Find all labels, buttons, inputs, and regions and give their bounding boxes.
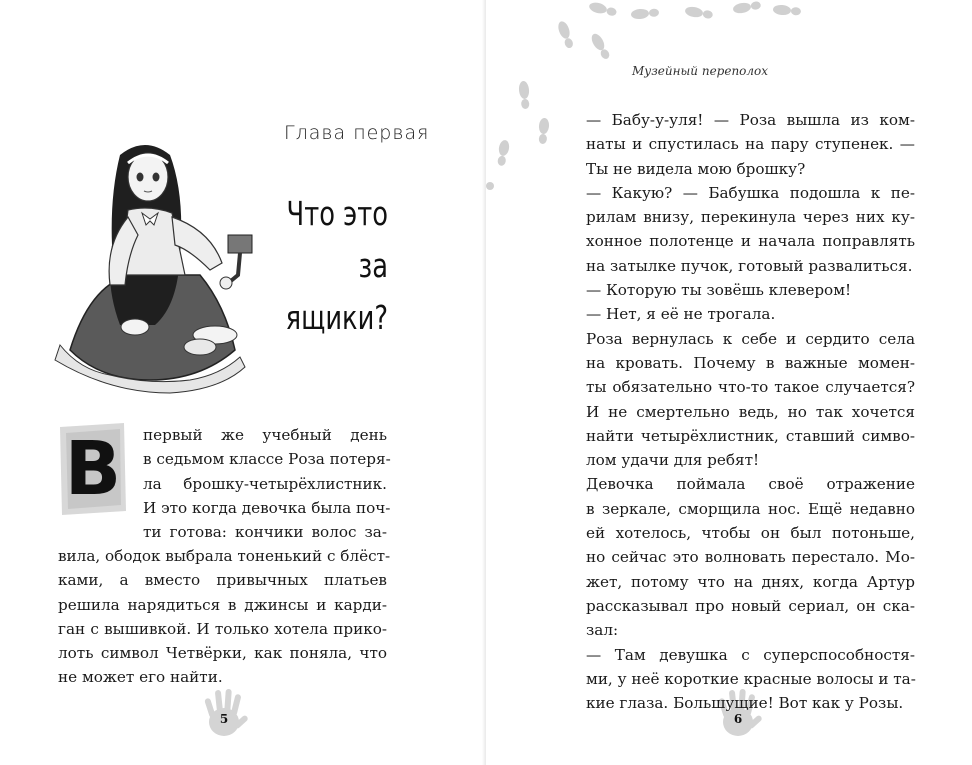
text-line: Ты не видела мою брошку? <box>586 159 806 178</box>
drop-cap <box>58 423 128 515</box>
text-line: ми, у неё короткие красные волосы и та- <box>586 669 916 688</box>
text-line: зал: <box>586 621 619 640</box>
text-line: первый же учебный день <box>143 426 387 444</box>
text-line: ла брошку-четырёхлистник. <box>143 474 387 493</box>
text-line: найти четырёхлистник, ставший симво- <box>586 426 915 445</box>
text-line: решила нарядиться в джинсы и карди- <box>58 595 387 614</box>
text-line: на кровать. Почему в важные момен- <box>586 353 915 372</box>
text-line: — Там девушка с суперспособностя- <box>586 645 915 664</box>
right-page-text <box>586 108 915 715</box>
text-line: ты обязательно что-то такое случается? <box>586 378 915 397</box>
text-line: рилам внизу, перекинула через них ку- <box>586 208 915 227</box>
text-line: — Какую? — Бабушка подошла к пе- <box>586 183 915 202</box>
text-line: — Которую ты зовёшь клевером! <box>586 281 852 300</box>
text-line: на затылке пучок, готовый развалиться. <box>586 256 913 275</box>
drop-cap-letter: В <box>64 426 122 512</box>
page-number: 5 <box>219 712 229 726</box>
chapter-title <box>271 188 388 344</box>
text-line: — Бабу-у-уля! — Роза вышла из ком- <box>586 111 915 129</box>
running-head: Музейный переполох <box>632 64 769 78</box>
text-line: наты и спустилась на пару ступенек. — <box>586 135 915 154</box>
chapter-title-line: Что это за <box>286 194 388 285</box>
text-line: лоть символ Четвёрки, как поняла, что <box>58 644 387 663</box>
girl-illustration <box>50 135 280 395</box>
text-line: Роза вернулась к себе и сердито села <box>586 329 915 348</box>
chapter-title-line: ящики? <box>285 298 388 337</box>
page-number-badge <box>198 686 250 742</box>
text-line: в зеркале, сморщила нос. Ещё недавно <box>586 499 915 518</box>
intro-paragraph-bottom <box>58 544 391 690</box>
text-line: И не смертельно ведь, но так хочется <box>586 402 915 421</box>
text-line: лом удачи для ребят! <box>586 451 760 470</box>
text-line: ти готова: кончики волос за- <box>143 523 387 542</box>
text-line: ками, а вместо привычных платьев <box>58 571 387 590</box>
text-line: ей хотелось, чтобы он был потоньше, <box>586 524 915 543</box>
text-line: Девочка поймала своё отражение <box>586 475 915 494</box>
text-line: вила, ободок выбрала тоненький с блёст- <box>58 547 391 565</box>
text-line: ган с вышивкой. И только хотела прико- <box>58 619 387 638</box>
text-line: в седьмом классе Роза потеря- <box>143 450 391 469</box>
text-line: но сейчас это волновать перестало. Мо- <box>586 548 915 567</box>
text-line: рассказывал про новый сериал, он ска- <box>586 596 915 615</box>
text-line: хонное полотенце и начала поправлять <box>586 232 915 251</box>
text-line: жет, потому что на днях, когда Артур <box>586 572 915 591</box>
text-line: — Нет, я её не трогала. <box>586 305 776 324</box>
page-number: 6 <box>733 712 743 726</box>
chapter-label: Глава первая <box>284 122 430 144</box>
text-line: И это когда девочка была поч- <box>143 498 391 517</box>
intro-paragraph-top <box>143 423 391 544</box>
text-line: кие глаза. Большущие! Вот как у Розы. <box>586 694 904 713</box>
text-line: не может его найти. <box>58 668 223 687</box>
